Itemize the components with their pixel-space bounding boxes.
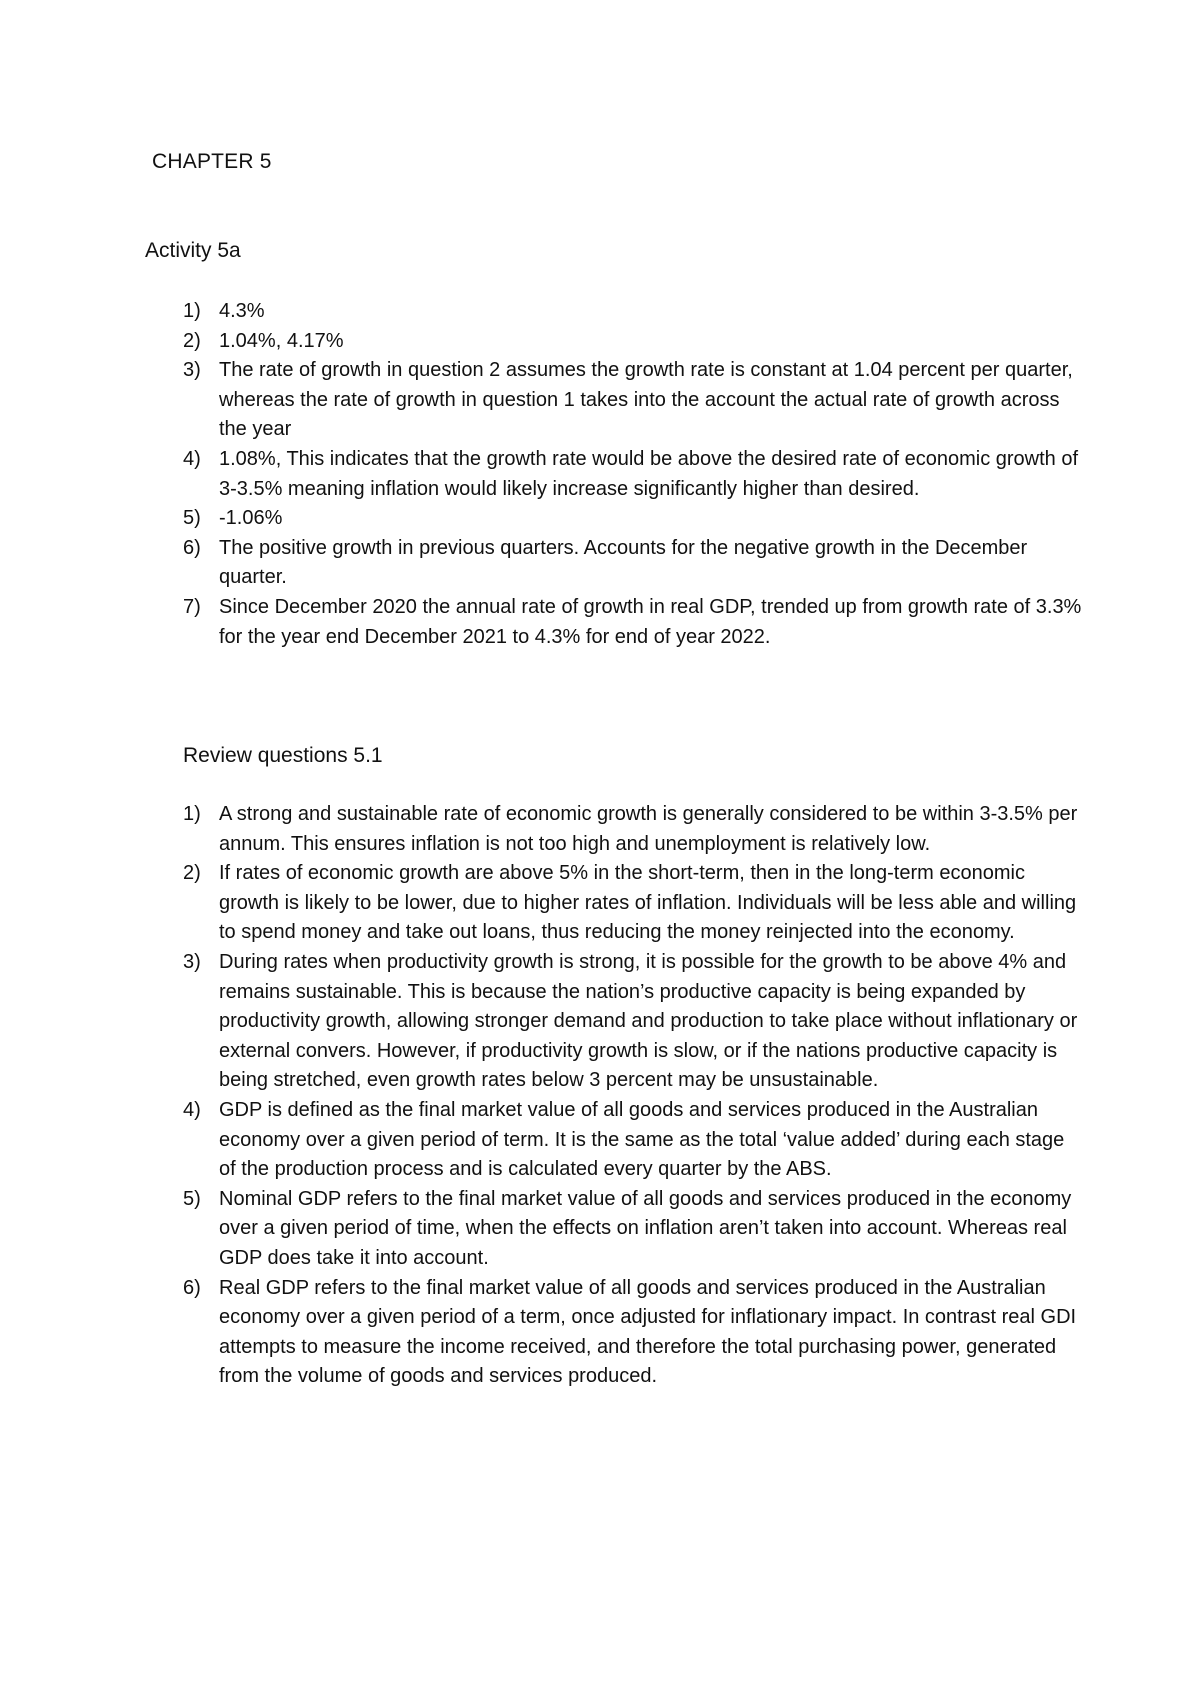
item-number: 1) <box>183 803 201 825</box>
list-item <box>183 297 1083 327</box>
list-item <box>183 593 1083 652</box>
activity-heading: Activity 5a <box>145 239 241 262</box>
list-item <box>183 327 1083 357</box>
item-number: 1) <box>183 300 201 322</box>
item-text: A strong and sustainable rate of economic growth is generally considered to be within 3-3.5% per annum. This ensures inflation is not too high and unemployment is relatively low. <box>219 803 1078 855</box>
list-item <box>183 504 1083 534</box>
item-number: 5) <box>183 1187 201 1210</box>
list-item <box>183 800 1083 859</box>
item-text: Since December 2020 the annual rate of growth in real GDP, trended up from growth rate of 3.3% for the year end December 2021 to 4.3% for end of year 2022. <box>219 595 1082 648</box>
list-item <box>183 859 1083 948</box>
item-text: Nominal GDP refers to the final market value of all goods and services produced in the economy over a given period of time, when the effects on inflation aren’t taken into account. Whereas real GDP does take it into account. <box>219 1187 1072 1269</box>
item-text: The positive growth in previous quarters. Accounts for the negative growth in the December quarter. <box>219 536 1028 589</box>
item-number: 7) <box>183 595 201 618</box>
item-text: The rate of growth in question 2 assumes the growth rate is constant at 1.04 percent per quarter, whereas the rate of growth in question 1 takes into the account the actual rate of growth across the year <box>219 359 1073 441</box>
activity-answer-list <box>183 297 1083 652</box>
chapter-title: CHAPTER 5 <box>152 150 272 173</box>
item-text: If rates of economic growth are above 5% in the short-term, then in the long-term economic growth is likely to be lower, due to higher rates of inflation. Individuals will be less able and willing to spend money and take out loans, thus reducing the money reinjected into the economy. <box>219 862 1077 944</box>
list-item <box>183 1185 1083 1274</box>
item-text: GDP is defined as the final market value of all goods and services produced in the Australian economy over a given period of term. It is the same as the total ‘value added’ during each stage of the production process and is calculated every quarter by the ABS. <box>219 1098 1065 1181</box>
item-number: 5) <box>183 507 201 530</box>
review-heading: Review questions 5.1 <box>183 744 383 767</box>
item-number: 2) <box>183 862 201 885</box>
item-number: 3) <box>183 359 201 382</box>
item-number: 6) <box>183 536 201 559</box>
item-text: 4.3% <box>219 300 265 322</box>
item-text: 1.08%, This indicates that the growth rate would be above the desired rate of economic growth of 3-3.5% meaning inflation would likely increase significantly higher than desired. <box>219 447 1079 500</box>
item-text: Real GDP refers to the final market value of all goods and services produced in the Australian economy over a given period of a term, once adjusted for inflationary impact. In contrast real GDI attempts to measure the income received, and therefore the total purchasing power, generated from the volume of goods and services produced. <box>219 1276 1077 1388</box>
item-number: 2) <box>183 329 201 352</box>
list-item <box>183 534 1083 593</box>
item-text: During rates when productivity growth is strong, it is possible for the growth to be above 4% and remains sustainable. This is because the nation’s productive capacity is being expanded by productivity growth, allowing stronger demand and production to take place without inflationary or external convers. However, if productivity growth is slow, or if the nations productive capacity is being stretched, even growth rates below 3 percent may be unsustainable. <box>219 950 1078 1092</box>
review-answer-list <box>183 800 1083 1392</box>
item-text: 1.04%, 4.17% <box>219 329 344 352</box>
list-item <box>183 1096 1083 1185</box>
list-item <box>183 1274 1083 1392</box>
list-item <box>183 356 1083 445</box>
list-item <box>183 948 1083 1096</box>
item-number: 4) <box>183 1098 201 1121</box>
item-number: 4) <box>183 447 201 470</box>
item-number: 3) <box>183 950 201 973</box>
item-number: 6) <box>183 1276 201 1299</box>
item-text: -1.06% <box>219 507 283 530</box>
list-item <box>183 445 1083 504</box>
